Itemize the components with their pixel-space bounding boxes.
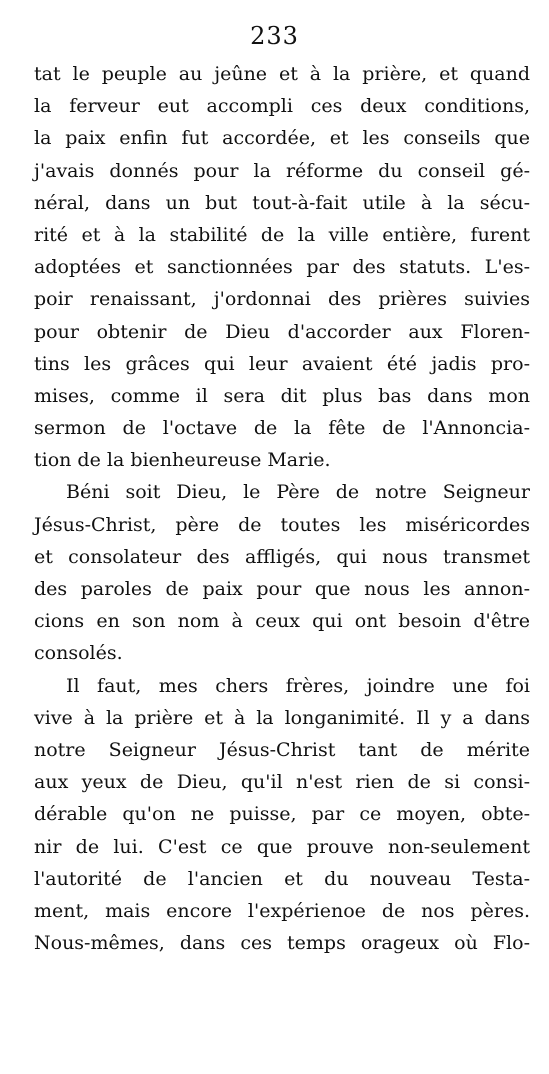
body-text xyxy=(34,58,530,959)
text-line: aux yeux de Dieu, qu'il n'est rien de si consi- xyxy=(34,771,530,794)
text-line: consolés. xyxy=(34,642,123,665)
text-line: tat le peuple au jeûne et à la prière, et quand xyxy=(34,63,530,85)
text-line: adoptées et sanctionnées par des statuts. L'es- xyxy=(34,256,530,279)
text-line: ment, mais encore l'expérienoe de nos pères. xyxy=(34,899,530,922)
text-line: Jésus-Christ, père de toutes les miséricordes xyxy=(34,513,530,536)
text-line: vive à la prière et à la longanimité. Il y a dans xyxy=(34,706,530,729)
text-line: la paix enfin fut accordée, et les conseils que xyxy=(34,127,530,150)
text-line: néral, dans un but tout-à-fait utile à la sécu- xyxy=(34,191,530,214)
text-line: poir renaissant, j'ordonnai des prières suivies xyxy=(34,288,530,311)
text-line: notre Seigneur Jésus-Christ tant de mérite xyxy=(34,738,530,761)
text-line: pour obtenir de Dieu d'accorder aux Floren- xyxy=(34,320,530,343)
text-line: cions en son nom à ceux qui ont besoin d'être xyxy=(34,610,530,633)
text-line: Il faut, mes chers frères, joindre une foi xyxy=(66,674,530,697)
text-line: la ferveur eut accompli ces deux conditions, xyxy=(34,95,530,118)
text-line: Nous-mêmes, dans ces temps orageux où Flo- xyxy=(34,932,530,955)
text-line: et consolateur des affligés, qui nous transmet xyxy=(34,545,530,568)
text-line: j'avais donnés pour la réforme du conseil gé- xyxy=(34,159,530,182)
page-number: 233 xyxy=(250,22,299,50)
text-line: tion de la bienheureuse Marie. xyxy=(34,449,331,472)
text-line: mises, comme il sera dit plus bas dans mon xyxy=(34,384,530,407)
text-line: rité et à la stabilité de la ville entière, furent xyxy=(34,223,530,246)
text-line: nir de lui. C'est ce que prouve non-seulement xyxy=(34,835,530,858)
text-line: Béni soit Dieu, le Père de notre Seigneur xyxy=(66,481,530,504)
text-line: des paroles de paix pour que nous les annon- xyxy=(34,578,530,600)
text-line: tins les grâces qui leur avaient été jadis pro- xyxy=(34,352,530,375)
text-line: l'autorité de l'ancien et du nouveau Testa- xyxy=(34,867,530,890)
text-line: sermon de l'octave de la fête de l'Annoncia- xyxy=(34,417,530,440)
text-line: dérable qu'on ne puisse, par ce moyen, obte- xyxy=(34,803,530,826)
